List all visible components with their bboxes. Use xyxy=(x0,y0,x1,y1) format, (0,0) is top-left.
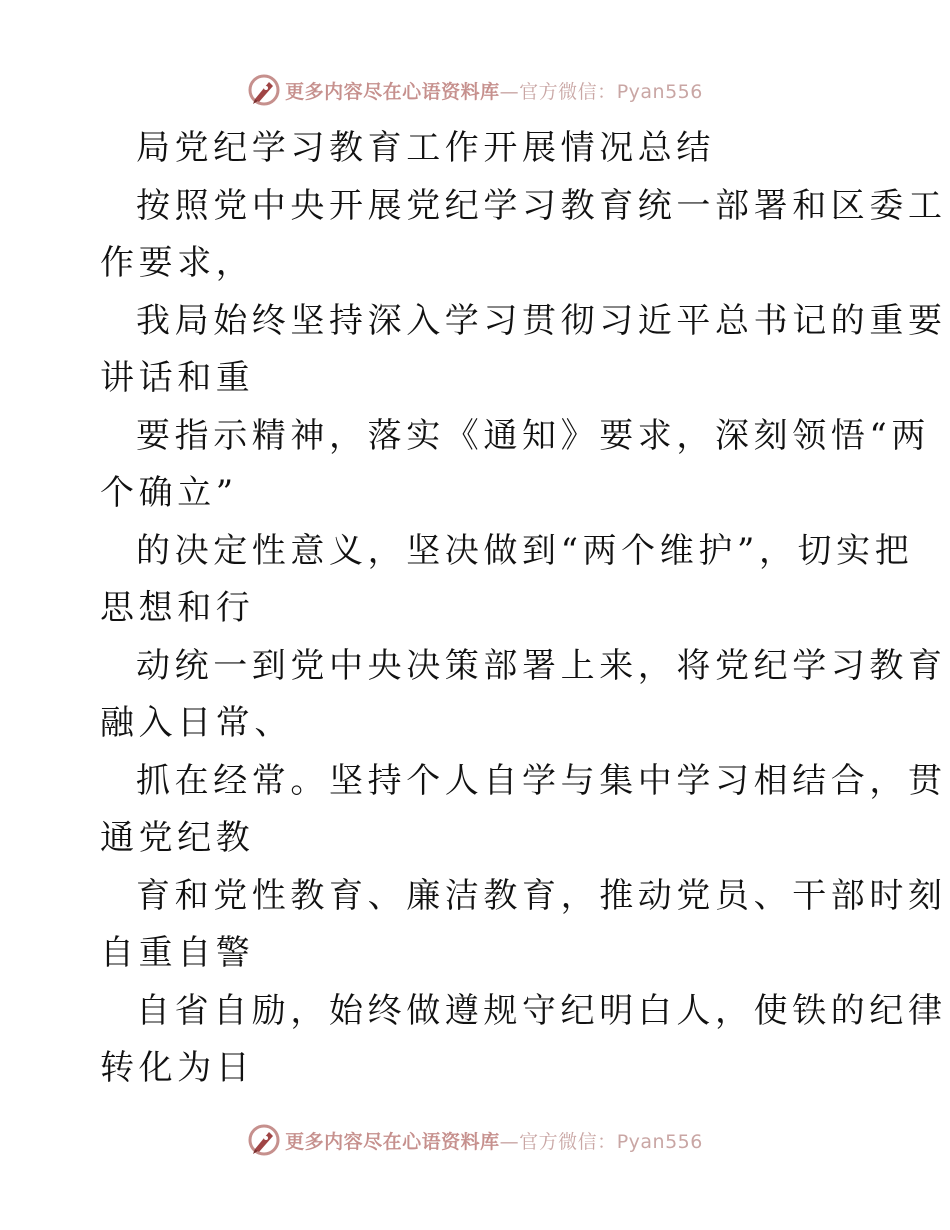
paragraph-line: 按照党中央开展党纪学习教育统一部署和区委工 xyxy=(136,185,947,226)
paragraph-line: 个确立” xyxy=(100,473,238,513)
watermark-wechat-id: Pyan556 xyxy=(616,1130,703,1153)
watermark-main-text: 更多内容尽在心语资料库 xyxy=(285,80,500,103)
footer-watermark xyxy=(0,1120,950,1160)
paragraph-line: 自重自警 xyxy=(100,933,255,973)
paragraph-line: 转化为日 xyxy=(100,1048,255,1088)
paragraph-line: 抓在经常。坚持个人自学与集中学习相结合，贯 xyxy=(136,760,947,801)
watermark-wechat-label: 官方微信： xyxy=(519,80,617,103)
pen-logo-icon xyxy=(247,1123,281,1157)
watermark-text xyxy=(285,1127,703,1154)
header-watermark xyxy=(0,70,950,110)
paragraph-line: 我局始终坚持深入学习贯彻习近平总书记的重要 xyxy=(136,300,947,341)
watermark-wechat-label: 官方微信： xyxy=(519,1130,617,1153)
paragraph-line: 融入日常、 xyxy=(100,703,293,743)
paragraph-line: 作要求， xyxy=(100,243,255,283)
paragraph-line: 动统一到党中央决策部署上来，将党纪学习教育 xyxy=(136,645,947,686)
document-title: 局党纪学习教育工作开展情况总结 xyxy=(136,128,715,168)
paragraph-line: 育和党性教育、廉洁教育，推动党员、干部时刻 xyxy=(136,875,947,916)
document-body xyxy=(100,120,947,1098)
watermark-main-text: 更多内容尽在心语资料库 xyxy=(285,1130,500,1153)
watermark-separator: — xyxy=(499,80,520,103)
paragraph-line: 要指示精神，落实《通知》要求，深刻领悟“两 xyxy=(136,415,930,456)
watermark-text xyxy=(285,77,703,104)
paragraph-line: 自省自励，始终做遵规守纪明白人，使铁的纪律 xyxy=(136,990,947,1031)
paragraph-line: 讲话和重 xyxy=(100,358,255,398)
paragraph-line: 思想和行 xyxy=(100,588,255,628)
pen-logo-icon xyxy=(247,73,281,107)
watermark-wechat-id: Pyan556 xyxy=(616,80,703,103)
watermark-separator: — xyxy=(499,1130,520,1153)
paragraph-line: 通党纪教 xyxy=(100,818,255,858)
paragraph-line: 的决定性意义，坚决做到“两个维护”，切实把 xyxy=(136,530,914,571)
